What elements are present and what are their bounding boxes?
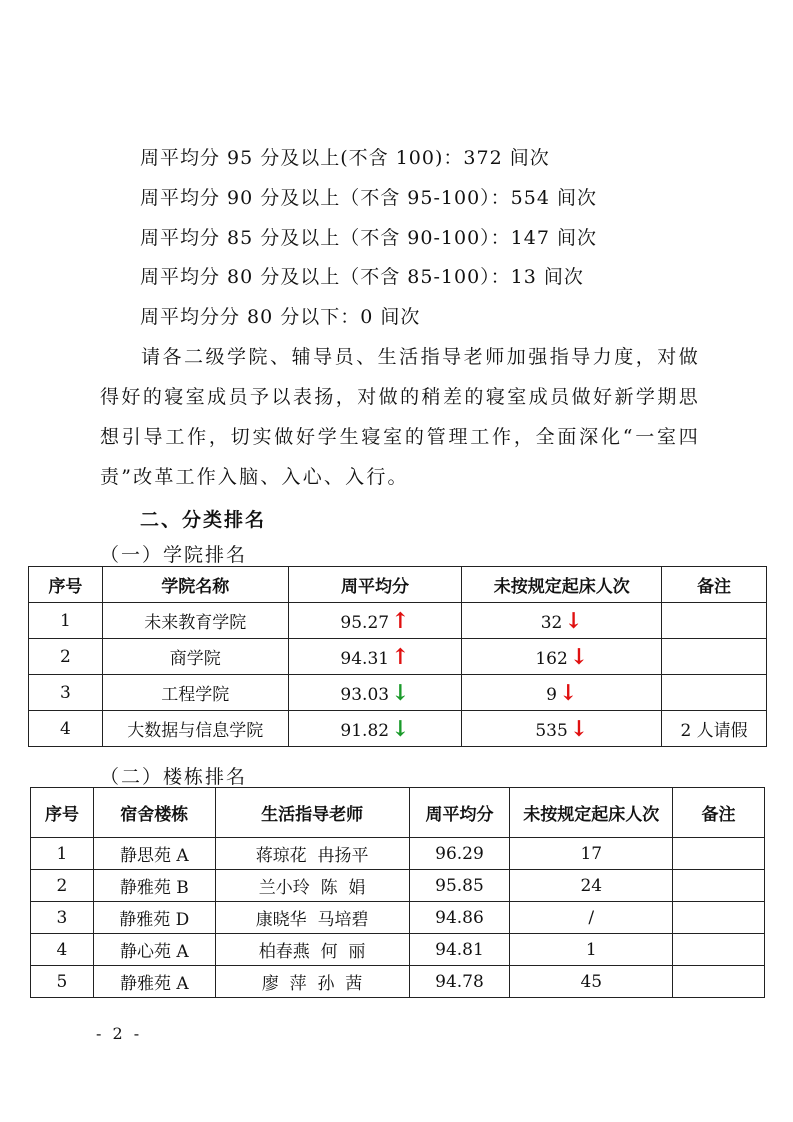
header-cell: 备注 [662, 567, 767, 603]
building-cell: 静雅苑 D [93, 902, 215, 934]
rank-cell: 3 [31, 902, 94, 934]
count-cell [462, 603, 662, 639]
college-name-cell: 未来教育学院 [102, 603, 288, 639]
table-header-row [29, 567, 767, 603]
header-cell: 序号 [31, 788, 94, 838]
count-cell: 24 [510, 870, 673, 902]
score-cell: 94.78 [409, 966, 510, 998]
count-value: 535 [535, 720, 568, 741]
arrow-down-icon: ↓ [391, 715, 410, 742]
stat-line-2: 周平均分 90 分及以上（不含 95-100）：554 间次 [140, 187, 597, 209]
arrow-up-icon: ↑ [391, 643, 410, 670]
score-cell: 94.86 [409, 902, 510, 934]
teacher-cell: 柏春燕 何 丽 [215, 934, 409, 966]
table-row [31, 902, 765, 934]
building-cell: 静心苑 A [93, 934, 215, 966]
note-cell [673, 838, 765, 870]
header-cell: 周平均分 [409, 788, 510, 838]
header-cell: 序号 [29, 567, 103, 603]
count-value: 162 [535, 648, 568, 669]
note-cell [662, 603, 767, 639]
count-cell [462, 711, 662, 747]
header-cell: 宿舍楼栋 [93, 788, 215, 838]
score-cell: 96.29 [409, 838, 510, 870]
rank-cell: 5 [31, 966, 94, 998]
table-row [31, 966, 765, 998]
rank-cell: 4 [31, 934, 94, 966]
stat-line-3: 周平均分 85 分及以上（不含 90-100）：147 间次 [140, 227, 597, 249]
note-cell [662, 639, 767, 675]
teacher-cell: 兰小玲 陈 娟 [215, 870, 409, 902]
header-cell: 学院名称 [102, 567, 288, 603]
rank-cell: 3 [29, 675, 103, 711]
section-heading: 二、分类排名 [140, 509, 267, 531]
count-cell [462, 675, 662, 711]
college-ranking-table [28, 566, 767, 747]
count-value: 9 [546, 684, 557, 705]
building-cell: 静雅苑 B [93, 870, 215, 902]
header-cell: 未按规定起床人次 [462, 567, 662, 603]
score-cell [288, 639, 462, 675]
rank-cell: 4 [29, 711, 103, 747]
table-row [29, 675, 767, 711]
rank-cell: 2 [31, 870, 94, 902]
page-number: - 2 - [96, 1024, 143, 1043]
score-value: 94.31 [340, 648, 390, 669]
table-header-row [31, 788, 765, 838]
arrow-down-icon: ↓ [558, 679, 578, 706]
table-row [31, 934, 765, 966]
stat-line-5: 周平均分分 80 分以下：0 间次 [140, 306, 421, 328]
score-cell [288, 675, 462, 711]
count-cell: 1 [510, 934, 673, 966]
arrow-down-icon: ↓ [391, 679, 410, 706]
building-table-caption: （二）楼栋排名 [100, 766, 248, 788]
header-cell: 生活指导老师 [215, 788, 409, 838]
arrow-down-icon: ↓ [569, 643, 589, 670]
college-name-cell: 大数据与信息学院 [102, 711, 288, 747]
building-cell: 静思苑 A [93, 838, 215, 870]
college-name-cell: 商学院 [102, 639, 288, 675]
count-cell: / [510, 902, 673, 934]
instruction-paragraph: 请各二级学院、辅导员、生活指导老师加强指导力度，对做得好的寝室成员予以表扬，对做的稍差的寝室成员做好新学期思想引导工作，切实做好学生寝室的管理工作，全面深化“一室四责”改革工作入脑、入心、入行。 [100, 346, 700, 488]
arrow-down-icon: ↓ [564, 607, 583, 634]
table-row [31, 838, 765, 870]
score-value: 93.03 [340, 684, 390, 705]
header-cell: 周平均分 [288, 567, 462, 603]
stat-line-4: 周平均分 80 分及以上（不含 85-100）：13 间次 [140, 266, 584, 288]
teacher-cell: 蒋琼花 冉扬平 [215, 838, 409, 870]
arrow-up-icon: ↑ [391, 607, 410, 634]
count-cell: 17 [510, 838, 673, 870]
rank-cell: 2 [29, 639, 103, 675]
note-cell [673, 966, 765, 998]
header-cell: 未按规定起床人次 [510, 788, 673, 838]
score-value: 95.27 [340, 612, 390, 633]
count-value: 32 [540, 612, 563, 633]
score-value: 91.82 [340, 720, 390, 741]
arrow-down-icon: ↓ [569, 715, 589, 742]
score-cell: 94.81 [409, 934, 510, 966]
score-cell [288, 603, 462, 639]
note-cell [673, 934, 765, 966]
note-cell [662, 675, 767, 711]
stat-line-1: 周平均分 95 分及以上(不含 100)：372 间次 [140, 147, 550, 169]
table-row [29, 603, 767, 639]
college-name-cell: 工程学院 [102, 675, 288, 711]
college-table-caption: （一）学院排名 [100, 544, 248, 566]
teacher-cell: 康晓华 马培碧 [215, 902, 409, 934]
score-cell [288, 711, 462, 747]
header-cell: 备注 [673, 788, 765, 838]
rank-cell: 1 [29, 603, 103, 639]
table-row [29, 711, 767, 747]
note-cell: 2 人请假 [662, 711, 767, 747]
teacher-cell: 廖 萍 孙 茜 [215, 966, 409, 998]
count-cell: 45 [510, 966, 673, 998]
note-cell [673, 870, 765, 902]
table-row [31, 870, 765, 902]
score-cell: 95.85 [409, 870, 510, 902]
count-cell [462, 639, 662, 675]
table-row [29, 639, 767, 675]
building-ranking-table [30, 787, 765, 998]
rank-cell: 1 [31, 838, 94, 870]
note-cell [673, 902, 765, 934]
building-cell: 静雅苑 A [93, 966, 215, 998]
